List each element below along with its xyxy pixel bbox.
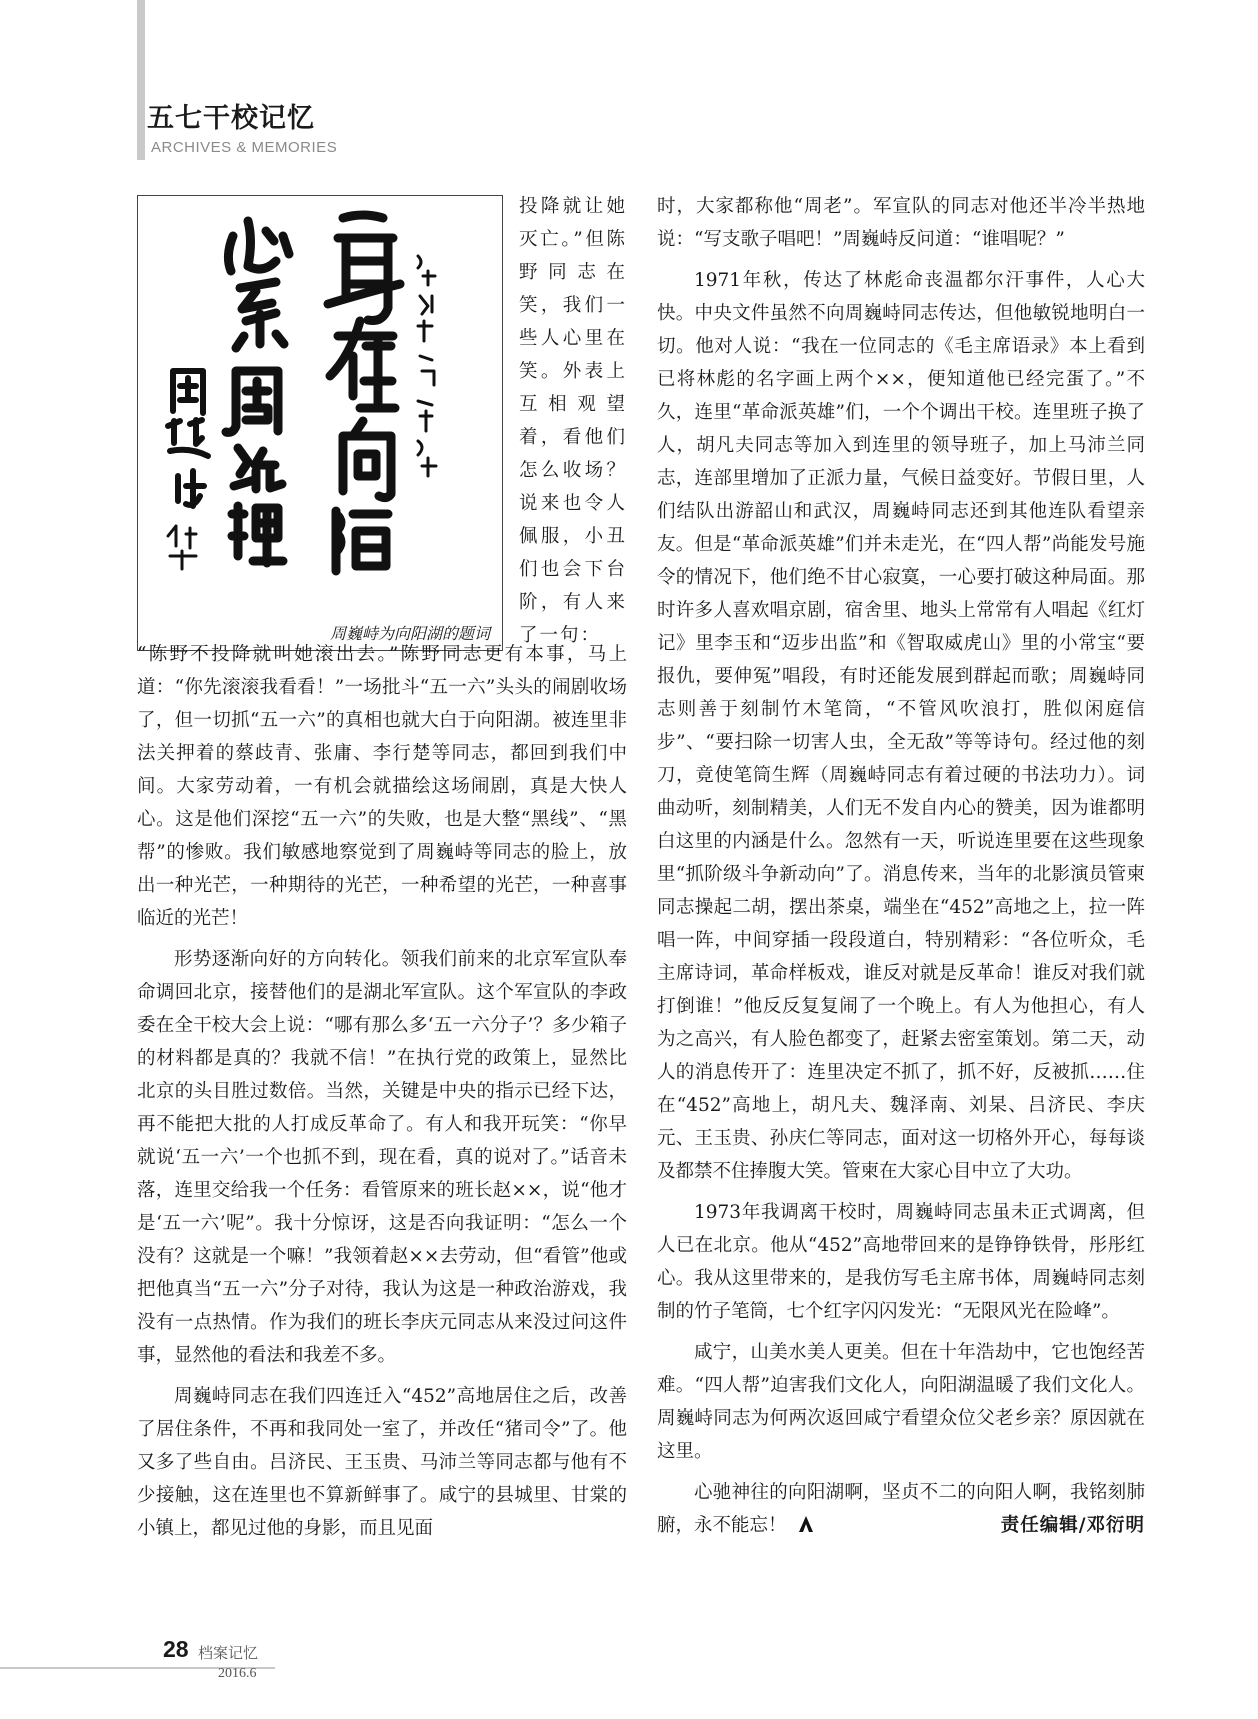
left-text-column (137, 638, 627, 1545)
page-number: 28 (163, 1636, 189, 1662)
right-text-column (657, 190, 1145, 1542)
narrow-text-column: 投降就让她灭亡。”但陈野同志在笑，我们一些人心里在笑。外表上互相观望着，看他们怎么收场？说来也令人佩服，小丑们也会下台阶，有人来了一句： (519, 196, 627, 646)
header-accent-bar (137, 0, 145, 160)
paragraph: 1973年我调离干校时，周巍峙同志虽未正式调离，但人已在北京。他从“452”高地带回来的是铮铮铁骨，彤彤红心。我从这里带来的，是我仿写毛主席书体，周巍峙同志刻制的竹子笔筒，七个红字闪闪发光：“无限风光在险峰”。 (657, 1202, 1145, 1322)
paragraph: 咸宁，山美水美人更美。但在十年浩劫中，它也饱经苦难。“四人帮”迫害我们文化人，向阳湖温暖了我们文化人。周巍峙同志为何两次返回咸宁看望众位父老乡亲？原因就在这里。 (657, 1342, 1145, 1462)
calligraphy-image (138, 196, 501, 616)
paragraph: 周巍峙同志在我们四连迁入“452”高地居住之后，改善了居住条件，不再和我同处一室了，并改任“猪司令”了。他又多了些自由。吕济民、王玉贵、马沛兰等同志都与他有不少接触，这在连里也不算新鲜事了。咸宁的县城里、甘棠的小镇上，都见过他的身影，而且见面 (137, 1386, 627, 1539)
paragraph: “陈野不投降就叫她滚出去。”陈野同志更有本事，马上道：“你先滚滚我看看！”一场批斗“五一六”头头的闹剧收场了，但一切抓“五一六”的真相也就大白于向阳湖。被连里非法关押着的蔡歧青、张庸、李行楚等同志，都回到我们中间。大家劳动着，一有机会就描绘这场闹剧，真是大快人心。这是他们深挖“五一六”的失败，也是大整“黑线”、“黑帮”的惨败。我们敏感地察觉到了周巍峙等同志的脸上，放出一种光芒，一种期待的光芒，一种希望的光芒，一种喜事临近的光芒！ (137, 644, 627, 929)
section-subtitle: ARCHIVES & MEMORIES (151, 139, 338, 156)
editor-credit: 责任编辑/邓衍明 (1000, 1515, 1145, 1536)
issue-date: 2016.6 (218, 1666, 257, 1681)
paragraph: 时，大家都称他“周老”。军宣队的同志对他还半冷半热地说：“写支歌子唱吧！”周巍峙反问道：“谁唱呢？” (657, 196, 1145, 250)
paragraph: 1971年秋，传达了林彪命丧温都尔汗事件，人心大快。中央文件虽然不向周巍峙同志传达，但他敏锐地明白一切。他对人说：“我在一位同志的《毛主席语录》本上看到已将林彪的名字画上两个××，便知道他已经完蛋了。”不久，连里“革命派英雄”们，一个个调出干校。连里班子换了人，胡凡夫同志等加入到连里的领导班子，加上马沛兰同志，连部里增加了正派力量，气候日益变好。节假日里，人们结队出游韶山和武汉，周巍峙同志还到其他连队看望亲友。但是“革命派英雄”们并未走光，在“四人帮”尚能发号施令的情况下，他们绝不甘心寂寞，一心要打破这种局面。那时许多人喜欢唱京剧，宿舍里、地头上常常有人唱起《红灯记》里李玉和“迈步出监”和《智取威虎山》里的小常宝“要报仇，要伸冤”唱段，有时还能发展到群起而歌；周巍峙同志则善于刻制竹木笔筒，“不管风吹浪打，胜似闲庭信步”、“要扫除一切害人虫，全无敌”等等诗句。经过他的刻刀，竟使笔筒生辉（周巍峙同志有着过硬的书法功力）。词曲动听，刻制精美，人们无不发自内心的赞美，因为谁都明白这里的内涵是什么。忽然有一天，听说连里要在这些现象里“抓阶级斗争新动向”了。消息传来，当年的北影演员管柬同志操起二胡，摆出茶桌，端坐在“452”高地之上，拉一阵唱一阵，中间穿插一段段道白，特别精彩：“各位听众，毛主席诗词，革命样板戏，谁反对就是反革命！谁反对我们就打倒谁！”他反反复复闹了一个晚上。有人为他担心，有人为之高兴，有人脸色都变了，赶紧去密室策划。第二天，动人的消息传开了：连里决定不抓了，抓不好，反被抓……住在“452”高地上，胡凡夫、魏泽南、刘杲、吕济民、李庆元、王玉贵、孙庆仁等同志，面对这一切格外开心，每每谈及都禁不住捧腹大笑。管柬在大家心目中立了大功。 (657, 270, 1145, 1182)
figure-caption: 周巍峙为向阳湖的题词 (329, 624, 490, 643)
closing-text: 心驰神往的向阳湖啊，坚贞不二的向阳人啊，我铭刻肺腑，永不能忘！ (657, 1482, 1145, 1536)
section-title: 五七干校记忆 (147, 103, 315, 134)
paragraph: 形势逐渐向好的方向转化。领我们前来的北京军宣队奉命调回北京，接替他们的是湖北军宣队。这个军宣队的李政委在全干校大会上说：“哪有那么多‘五一六分子’？多少箱子的材料都是真的？我就不信！”在执行党的政策上，显然比北京的头目胜过数倍。当然，关键是中央的指示已经下达，再不能把大批的人打成反革命了。有人和我开玩笑：“你早就说‘五一六’一个也抓不到，现在看，真的说对了。”话音未落，连里交给我一个任务：看管原来的班长赵××，说“他才是‘五一六’呢”。我十分惊讶，这是否向我证明：“怎么一个没有？这就是一个嘛！”我领着赵××去劳动，但“看管”他或把他真当“五一六”分子对待，我认为这是一种政治游戏，我没有一点热情。作为我们的班长李庆元同志从来没过问这件事，显然他的看法和我差不多。 (137, 949, 627, 1366)
magazine-name: 档案记忆 (198, 1644, 259, 1662)
end-mark-icon (797, 1515, 815, 1533)
closing-paragraph (657, 1476, 1145, 1542)
calligraphy-figure (137, 195, 503, 651)
